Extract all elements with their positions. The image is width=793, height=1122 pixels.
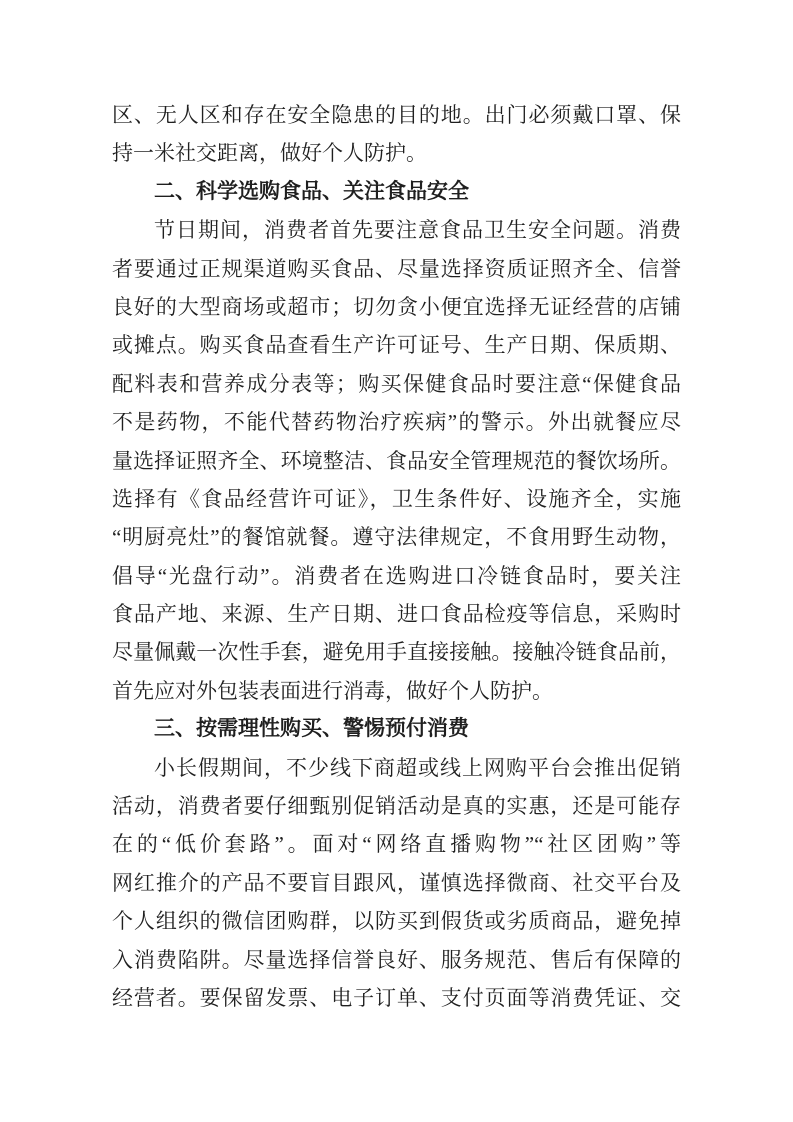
text-line: 量选择证照齐全、环境整洁、食品安全管理规范的餐饮场所。 [112,448,681,473]
text-line: 经营者。要保留发票、电子订单、支付页面等消费凭证、交 [112,985,681,1010]
text-line: 尽量佩戴一次性手套，避免用手直接接触。接触冷链食品前， [112,640,681,665]
text-line: 入消费陷阱。尽量选择信誉良好、服务规范、售后有保障的 [112,947,681,972]
section-heading: 三、按需理性购买、警惕预付消费 [154,717,469,741]
text-line: 活动，消费者要仔细甄别促销活动是真的实惠，还是可能存 [112,794,681,819]
section-heading: 二、科学选购食品、关注食品安全 [154,179,469,203]
text-line: 在的“低价套路”。面对“网络直播购物”“社区团购”等 [112,832,681,857]
text-line: 节日期间，消费者首先要注意食品卫生安全问题。消费 [154,218,681,243]
text-line: 持一米社交距离，做好个人防护。 [112,141,427,166]
text-line: 首先应对外包装表面进行消毒，做好个人防护。 [112,678,553,703]
text-line: 网红推介的产品不要盲目跟风，谨慎选择微商、社交平台及 [112,870,681,895]
text-line: 或摊点。购买食品查看生产许可证号、生产日期、保质期、 [112,333,681,358]
text-line: 食品产地、来源、生产日期、进口食品检疫等信息，采购时 [112,602,681,627]
text-line: “明厨亮灶”的餐馆就餐。遵守法律规定，不食用野生动物， [112,525,681,550]
text-line: 配料表和营养成分表等；购买保健食品时要注意“保健食品 [112,371,681,396]
text-line: 选择有《食品经营许可证》，卫生条件好、设施齐全，实施 [112,486,681,511]
document-body [112,96,681,1017]
text-line: 个人组织的微信团购群，以防买到假货或劣质商品，避免掉 [112,909,681,934]
text-line: 倡导“光盘行动”。消费者在选购进口冷链食品时，要关注 [112,563,681,588]
text-line: 区、无人区和存在安全隐患的目的地。出门必须戴口罩、保 [112,103,681,127]
text-line: 不是药物，不能代替药物治疗疾病”的警示。外出就餐应尽 [112,410,681,435]
text-line: 小长假期间，不少线下商超或线上网购平台会推出促销 [154,755,681,780]
text-line: 良好的大型商场或超市；切勿贪小便宜选择无证经营的店铺 [112,294,681,319]
text-line: 者要通过正规渠道购买食品、尽量选择资质证照齐全、信誉 [112,256,681,281]
